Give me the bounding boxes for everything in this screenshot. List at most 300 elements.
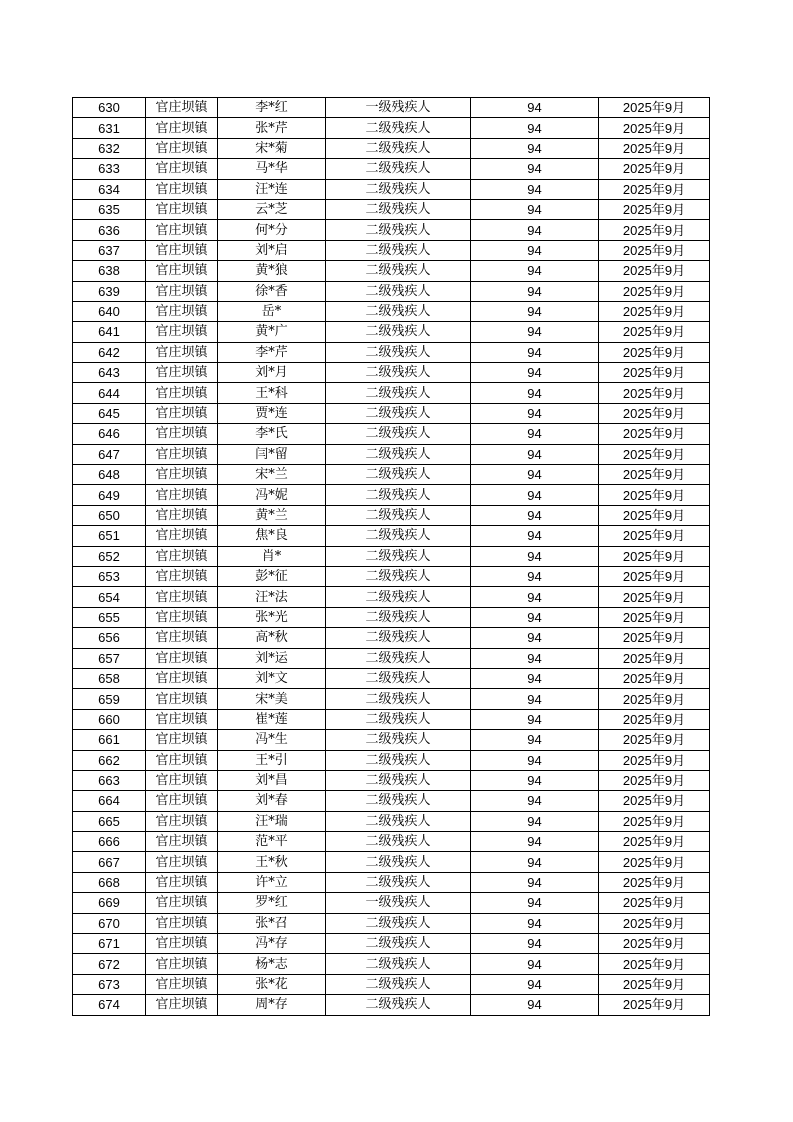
disability-level-cell: 二级残疾人 <box>326 995 471 1015</box>
table-row <box>73 791 710 811</box>
person-name-cell: 王*科 <box>218 383 326 403</box>
table-row <box>73 934 710 954</box>
amount-cell: 94 <box>471 444 599 464</box>
town-cell: 官庄坝镇 <box>146 648 218 668</box>
amount-cell: 94 <box>471 852 599 872</box>
person-name-cell: 宋*菊 <box>218 138 326 158</box>
month-cell: 2025年9月 <box>599 363 710 383</box>
table-row <box>73 730 710 750</box>
disability-level-cell: 二级残疾人 <box>326 730 471 750</box>
table-row <box>73 872 710 892</box>
person-name-cell: 周*存 <box>218 995 326 1015</box>
month-cell: 2025年9月 <box>599 832 710 852</box>
amount-cell: 94 <box>471 240 599 260</box>
amount-cell: 94 <box>471 465 599 485</box>
person-name-cell: 闫*留 <box>218 444 326 464</box>
month-cell: 2025年9月 <box>599 424 710 444</box>
town-cell: 官庄坝镇 <box>146 505 218 525</box>
person-name-cell: 冯*生 <box>218 730 326 750</box>
row-number-cell: 631 <box>73 118 146 138</box>
month-cell: 2025年9月 <box>599 566 710 586</box>
row-number-cell: 633 <box>73 159 146 179</box>
month-cell: 2025年9月 <box>599 750 710 770</box>
amount-cell: 94 <box>471 995 599 1015</box>
amount-cell: 94 <box>471 832 599 852</box>
town-cell: 官庄坝镇 <box>146 465 218 485</box>
town-cell: 官庄坝镇 <box>146 770 218 790</box>
disability-level-cell: 二级残疾人 <box>326 363 471 383</box>
table-row <box>73 199 710 219</box>
disability-level-cell: 二级残疾人 <box>326 199 471 219</box>
month-cell: 2025年9月 <box>599 342 710 362</box>
person-name-cell: 汪*连 <box>218 179 326 199</box>
person-name-cell: 冯*妮 <box>218 485 326 505</box>
table-row <box>73 709 710 729</box>
table-row <box>73 505 710 525</box>
disability-level-cell: 二级残疾人 <box>326 159 471 179</box>
amount-cell: 94 <box>471 301 599 321</box>
row-number-cell: 664 <box>73 791 146 811</box>
table-row <box>73 974 710 994</box>
amount-cell: 94 <box>471 730 599 750</box>
person-name-cell: 宋*美 <box>218 689 326 709</box>
table-row <box>73 546 710 566</box>
row-number-cell: 644 <box>73 383 146 403</box>
town-cell: 官庄坝镇 <box>146 526 218 546</box>
town-cell: 官庄坝镇 <box>146 954 218 974</box>
month-cell: 2025年9月 <box>599 913 710 933</box>
amount-cell: 94 <box>471 566 599 586</box>
disability-level-cell: 二级残疾人 <box>326 587 471 607</box>
row-number-cell: 636 <box>73 220 146 240</box>
town-cell: 官庄坝镇 <box>146 566 218 586</box>
town-cell: 官庄坝镇 <box>146 179 218 199</box>
town-cell: 官庄坝镇 <box>146 668 218 688</box>
person-name-cell: 云*芝 <box>218 199 326 219</box>
month-cell: 2025年9月 <box>599 383 710 403</box>
amount-cell: 94 <box>471 750 599 770</box>
person-name-cell: 范*平 <box>218 832 326 852</box>
amount-cell: 94 <box>471 668 599 688</box>
disability-level-cell: 二级残疾人 <box>326 566 471 586</box>
person-name-cell: 彭*征 <box>218 566 326 586</box>
person-name-cell: 刘*文 <box>218 668 326 688</box>
disability-level-cell: 二级残疾人 <box>326 261 471 281</box>
table-row <box>73 322 710 342</box>
row-number-cell: 648 <box>73 465 146 485</box>
month-cell: 2025年9月 <box>599 281 710 301</box>
person-name-cell: 高*秋 <box>218 628 326 648</box>
row-number-cell: 669 <box>73 893 146 913</box>
table-row <box>73 485 710 505</box>
month-cell: 2025年9月 <box>599 444 710 464</box>
month-cell: 2025年9月 <box>599 403 710 423</box>
month-cell: 2025年9月 <box>599 261 710 281</box>
table-row <box>73 363 710 383</box>
person-name-cell: 王*秋 <box>218 852 326 872</box>
table-row <box>73 587 710 607</box>
month-cell: 2025年9月 <box>599 648 710 668</box>
town-cell: 官庄坝镇 <box>146 118 218 138</box>
town-cell: 官庄坝镇 <box>146 995 218 1015</box>
amount-cell: 94 <box>471 118 599 138</box>
town-cell: 官庄坝镇 <box>146 689 218 709</box>
amount-cell: 94 <box>471 872 599 892</box>
town-cell: 官庄坝镇 <box>146 934 218 954</box>
disability-level-cell: 二级残疾人 <box>326 954 471 974</box>
amount-cell: 94 <box>471 587 599 607</box>
town-cell: 官庄坝镇 <box>146 322 218 342</box>
table-row <box>73 689 710 709</box>
month-cell: 2025年9月 <box>599 995 710 1015</box>
subsidy-roster-table <box>72 97 710 1016</box>
person-name-cell: 岳* <box>218 301 326 321</box>
amount-cell: 94 <box>471 220 599 240</box>
row-number-cell: 646 <box>73 424 146 444</box>
disability-level-cell: 二级残疾人 <box>326 322 471 342</box>
disability-level-cell: 二级残疾人 <box>326 770 471 790</box>
month-cell: 2025年9月 <box>599 485 710 505</box>
town-cell: 官庄坝镇 <box>146 281 218 301</box>
disability-level-cell: 二级残疾人 <box>326 791 471 811</box>
month-cell: 2025年9月 <box>599 607 710 627</box>
month-cell: 2025年9月 <box>599 954 710 974</box>
town-cell: 官庄坝镇 <box>146 913 218 933</box>
person-name-cell: 刘*昌 <box>218 770 326 790</box>
amount-cell: 94 <box>471 546 599 566</box>
town-cell: 官庄坝镇 <box>146 546 218 566</box>
table-row <box>73 893 710 913</box>
disability-level-cell: 二级残疾人 <box>326 403 471 423</box>
disability-level-cell: 二级残疾人 <box>326 974 471 994</box>
row-number-cell: 634 <box>73 179 146 199</box>
amount-cell: 94 <box>471 893 599 913</box>
disability-level-cell: 二级残疾人 <box>326 913 471 933</box>
row-number-cell: 645 <box>73 403 146 423</box>
disability-level-cell: 二级残疾人 <box>326 832 471 852</box>
town-cell: 官庄坝镇 <box>146 709 218 729</box>
table-row <box>73 444 710 464</box>
person-name-cell: 冯*存 <box>218 934 326 954</box>
table-row <box>73 301 710 321</box>
amount-cell: 94 <box>471 342 599 362</box>
amount-cell: 94 <box>471 811 599 831</box>
disability-level-cell: 二级残疾人 <box>326 383 471 403</box>
person-name-cell: 黄*广 <box>218 322 326 342</box>
row-number-cell: 670 <box>73 913 146 933</box>
disability-level-cell: 二级残疾人 <box>326 607 471 627</box>
amount-cell: 94 <box>471 505 599 525</box>
row-number-cell: 649 <box>73 485 146 505</box>
person-name-cell: 刘*春 <box>218 791 326 811</box>
disability-level-cell: 二级残疾人 <box>326 138 471 158</box>
person-name-cell: 许*立 <box>218 872 326 892</box>
town-cell: 官庄坝镇 <box>146 363 218 383</box>
person-name-cell: 汪*法 <box>218 587 326 607</box>
town-cell: 官庄坝镇 <box>146 893 218 913</box>
town-cell: 官庄坝镇 <box>146 138 218 158</box>
town-cell: 官庄坝镇 <box>146 832 218 852</box>
person-name-cell: 张*光 <box>218 607 326 627</box>
person-name-cell: 张*召 <box>218 913 326 933</box>
month-cell: 2025年9月 <box>599 770 710 790</box>
row-number-cell: 659 <box>73 689 146 709</box>
row-number-cell: 657 <box>73 648 146 668</box>
person-name-cell: 崔*莲 <box>218 709 326 729</box>
table-body <box>73 98 710 1016</box>
disability-level-cell: 二级残疾人 <box>326 485 471 505</box>
month-cell: 2025年9月 <box>599 852 710 872</box>
month-cell: 2025年9月 <box>599 668 710 688</box>
row-number-cell: 641 <box>73 322 146 342</box>
row-number-cell: 655 <box>73 607 146 627</box>
row-number-cell: 667 <box>73 852 146 872</box>
month-cell: 2025年9月 <box>599 322 710 342</box>
table-row <box>73 750 710 770</box>
disability-level-cell: 二级残疾人 <box>326 179 471 199</box>
person-name-cell: 罗*红 <box>218 893 326 913</box>
amount-cell: 94 <box>471 689 599 709</box>
row-number-cell: 652 <box>73 546 146 566</box>
month-cell: 2025年9月 <box>599 587 710 607</box>
disability-level-cell: 二级残疾人 <box>326 811 471 831</box>
town-cell: 官庄坝镇 <box>146 383 218 403</box>
town-cell: 官庄坝镇 <box>146 444 218 464</box>
row-number-cell: 637 <box>73 240 146 260</box>
table-row <box>73 607 710 627</box>
row-number-cell: 661 <box>73 730 146 750</box>
table-row <box>73 98 710 118</box>
row-number-cell: 632 <box>73 138 146 158</box>
row-number-cell: 671 <box>73 934 146 954</box>
row-number-cell: 639 <box>73 281 146 301</box>
person-name-cell: 李*氏 <box>218 424 326 444</box>
amount-cell: 94 <box>471 322 599 342</box>
table-row <box>73 424 710 444</box>
month-cell: 2025年9月 <box>599 465 710 485</box>
month-cell: 2025年9月 <box>599 628 710 648</box>
month-cell: 2025年9月 <box>599 730 710 750</box>
amount-cell: 94 <box>471 526 599 546</box>
disability-level-cell: 二级残疾人 <box>326 546 471 566</box>
month-cell: 2025年9月 <box>599 526 710 546</box>
town-cell: 官庄坝镇 <box>146 403 218 423</box>
month-cell: 2025年9月 <box>599 974 710 994</box>
person-name-cell: 宋*兰 <box>218 465 326 485</box>
person-name-cell: 汪*瑞 <box>218 811 326 831</box>
month-cell: 2025年9月 <box>599 505 710 525</box>
disability-level-cell: 二级残疾人 <box>326 240 471 260</box>
disability-level-cell: 二级残疾人 <box>326 301 471 321</box>
table-row <box>73 118 710 138</box>
person-name-cell: 刘*启 <box>218 240 326 260</box>
amount-cell: 94 <box>471 709 599 729</box>
amount-cell: 94 <box>471 974 599 994</box>
town-cell: 官庄坝镇 <box>146 424 218 444</box>
table-row <box>73 179 710 199</box>
amount-cell: 94 <box>471 954 599 974</box>
disability-level-cell: 二级残疾人 <box>326 281 471 301</box>
row-number-cell: 640 <box>73 301 146 321</box>
table-row <box>73 138 710 158</box>
disability-level-cell: 二级残疾人 <box>326 342 471 362</box>
table-row <box>73 281 710 301</box>
row-number-cell: 650 <box>73 505 146 525</box>
person-name-cell: 黄*狼 <box>218 261 326 281</box>
disability-level-cell: 二级残疾人 <box>326 934 471 954</box>
row-number-cell: 642 <box>73 342 146 362</box>
person-name-cell: 刘*月 <box>218 363 326 383</box>
town-cell: 官庄坝镇 <box>146 607 218 627</box>
table-row <box>73 954 710 974</box>
town-cell: 官庄坝镇 <box>146 974 218 994</box>
town-cell: 官庄坝镇 <box>146 628 218 648</box>
month-cell: 2025年9月 <box>599 689 710 709</box>
disability-level-cell: 二级残疾人 <box>326 750 471 770</box>
person-name-cell: 王*引 <box>218 750 326 770</box>
amount-cell: 94 <box>471 363 599 383</box>
row-number-cell: 647 <box>73 444 146 464</box>
amount-cell: 94 <box>471 628 599 648</box>
table-row <box>73 403 710 423</box>
table-row <box>73 770 710 790</box>
disability-level-cell: 二级残疾人 <box>326 444 471 464</box>
town-cell: 官庄坝镇 <box>146 587 218 607</box>
month-cell: 2025年9月 <box>599 240 710 260</box>
table-row <box>73 628 710 648</box>
row-number-cell: 635 <box>73 199 146 219</box>
month-cell: 2025年9月 <box>599 179 710 199</box>
disability-level-cell: 二级残疾人 <box>326 852 471 872</box>
person-name-cell: 贾*连 <box>218 403 326 423</box>
person-name-cell: 何*分 <box>218 220 326 240</box>
row-number-cell: 630 <box>73 98 146 118</box>
row-number-cell: 663 <box>73 770 146 790</box>
table-row <box>73 159 710 179</box>
town-cell: 官庄坝镇 <box>146 791 218 811</box>
table-row <box>73 240 710 260</box>
disability-level-cell: 二级残疾人 <box>326 668 471 688</box>
amount-cell: 94 <box>471 281 599 301</box>
amount-cell: 94 <box>471 199 599 219</box>
row-number-cell: 643 <box>73 363 146 383</box>
town-cell: 官庄坝镇 <box>146 852 218 872</box>
month-cell: 2025年9月 <box>599 138 710 158</box>
month-cell: 2025年9月 <box>599 872 710 892</box>
row-number-cell: 653 <box>73 566 146 586</box>
person-name-cell: 张*芹 <box>218 118 326 138</box>
amount-cell: 94 <box>471 770 599 790</box>
disability-level-cell: 二级残疾人 <box>326 220 471 240</box>
row-number-cell: 638 <box>73 261 146 281</box>
month-cell: 2025年9月 <box>599 791 710 811</box>
disability-level-cell: 二级残疾人 <box>326 118 471 138</box>
amount-cell: 94 <box>471 934 599 954</box>
town-cell: 官庄坝镇 <box>146 261 218 281</box>
disability-level-cell: 一级残疾人 <box>326 893 471 913</box>
table-row <box>73 342 710 362</box>
disability-level-cell: 二级残疾人 <box>326 872 471 892</box>
town-cell: 官庄坝镇 <box>146 750 218 770</box>
amount-cell: 94 <box>471 179 599 199</box>
month-cell: 2025年9月 <box>599 98 710 118</box>
table-row <box>73 648 710 668</box>
month-cell: 2025年9月 <box>599 811 710 831</box>
amount-cell: 94 <box>471 485 599 505</box>
table-row <box>73 261 710 281</box>
town-cell: 官庄坝镇 <box>146 811 218 831</box>
disability-level-cell: 二级残疾人 <box>326 709 471 729</box>
table-row <box>73 811 710 831</box>
table-row <box>73 913 710 933</box>
month-cell: 2025年9月 <box>599 159 710 179</box>
amount-cell: 94 <box>471 648 599 668</box>
row-number-cell: 666 <box>73 832 146 852</box>
amount-cell: 94 <box>471 403 599 423</box>
town-cell: 官庄坝镇 <box>146 872 218 892</box>
amount-cell: 94 <box>471 791 599 811</box>
town-cell: 官庄坝镇 <box>146 199 218 219</box>
person-name-cell: 肖* <box>218 546 326 566</box>
month-cell: 2025年9月 <box>599 199 710 219</box>
town-cell: 官庄坝镇 <box>146 342 218 362</box>
amount-cell: 94 <box>471 383 599 403</box>
person-name-cell: 徐*香 <box>218 281 326 301</box>
disability-level-cell: 二级残疾人 <box>326 505 471 525</box>
row-number-cell: 654 <box>73 587 146 607</box>
disability-level-cell: 二级残疾人 <box>326 465 471 485</box>
table-row <box>73 995 710 1015</box>
table-row <box>73 526 710 546</box>
amount-cell: 94 <box>471 159 599 179</box>
town-cell: 官庄坝镇 <box>146 98 218 118</box>
town-cell: 官庄坝镇 <box>146 159 218 179</box>
amount-cell: 94 <box>471 607 599 627</box>
disability-level-cell: 二级残疾人 <box>326 648 471 668</box>
table-row <box>73 383 710 403</box>
row-number-cell: 662 <box>73 750 146 770</box>
person-name-cell: 焦*良 <box>218 526 326 546</box>
row-number-cell: 672 <box>73 954 146 974</box>
table-row <box>73 852 710 872</box>
person-name-cell: 李*芹 <box>218 342 326 362</box>
table-row <box>73 668 710 688</box>
row-number-cell: 658 <box>73 668 146 688</box>
disability-level-cell: 二级残疾人 <box>326 689 471 709</box>
month-cell: 2025年9月 <box>599 893 710 913</box>
row-number-cell: 660 <box>73 709 146 729</box>
amount-cell: 94 <box>471 424 599 444</box>
month-cell: 2025年9月 <box>599 118 710 138</box>
row-number-cell: 665 <box>73 811 146 831</box>
town-cell: 官庄坝镇 <box>146 220 218 240</box>
person-name-cell: 张*花 <box>218 974 326 994</box>
amount-cell: 94 <box>471 261 599 281</box>
disability-level-cell: 一级残疾人 <box>326 98 471 118</box>
month-cell: 2025年9月 <box>599 546 710 566</box>
table-row <box>73 832 710 852</box>
amount-cell: 94 <box>471 913 599 933</box>
disability-level-cell: 二级残疾人 <box>326 526 471 546</box>
month-cell: 2025年9月 <box>599 709 710 729</box>
town-cell: 官庄坝镇 <box>146 730 218 750</box>
row-number-cell: 651 <box>73 526 146 546</box>
month-cell: 2025年9月 <box>599 934 710 954</box>
person-name-cell: 黄*兰 <box>218 505 326 525</box>
row-number-cell: 668 <box>73 872 146 892</box>
table-row <box>73 465 710 485</box>
month-cell: 2025年9月 <box>599 301 710 321</box>
